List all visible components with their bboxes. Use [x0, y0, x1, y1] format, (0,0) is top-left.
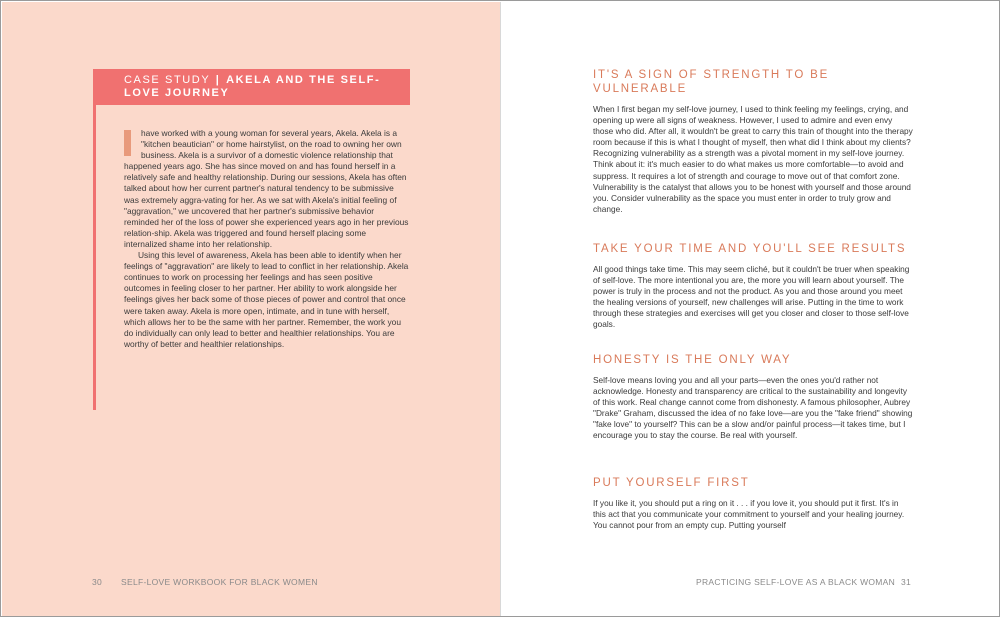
section-heading: HONESTY IS THE ONLY WAY — [593, 354, 792, 366]
section-body: Self-love means loving you and all your parts—even the ones you'd rather not acknowledge. Honesty and transparency are critical to the sustainability and longevity of this work. Real change cannot come from dishonesty. A famous philosopher, Aubrey "Drake" Graham, discussed the idea of no fake love—are you the "fake friend" showing "fake love" to yourself? This can be a slow and/or painful process—it takes time, but I encourage you to stay the course. Be real with yourself. — [593, 375, 913, 441]
case-study-rule — [93, 105, 96, 410]
section-body: When I first began my self-love journey, I used to think feeling my feelings, crying, and opening up were all signs of weakness. However, I used to admire and even envy those who did. After all, it wouldn't be great to carry this train of thought into the therapy room because if this is what I thought of myself, then what did I think about my clients? Recognizing vulnerability as a strength was a pivotal moment in my self-love journey. Think about it: it's much easier to do what makes us more comfortable—to avoid and suppress. It requires a lot of strength and courage to move out of that comfort zone. Vulnerability is the catalyst that allows you to be honest with yourself and those around you. Consider vulnerability as the space you must enter in order to truly grow and change. — [593, 104, 913, 214]
case-study-label: CASE STUDY — [124, 74, 211, 86]
section-put-yourself-first — [593, 476, 913, 531]
right-running-head: PRACTICING SELF-LOVE AS A BLACK WOMAN — [696, 577, 896, 587]
case-study-paragraph-1 — [124, 128, 409, 250]
banner-separator: | — [215, 74, 221, 86]
case-study-body — [124, 128, 409, 350]
section-heading: PUT YOURSELF FIRST — [593, 477, 750, 489]
section-body: All good things take time. This may seem cliché, but it couldn't be truer when speaking of self-love. The more intentional you are, the more you will learn about yourself. The power is truly in the process and not the product. As you and those around you meet the healing versions of yourself, new challenges will arise. Putting in the time to work through these strategies and exercises will get you closer and closer to those self-love goals. — [593, 264, 910, 330]
left-page — [2, 2, 500, 617]
section-take-your-time — [593, 242, 913, 331]
right-page-number: 31 — [901, 577, 912, 587]
case-study-title: AKELA AND THE SELF-LOVE JOURNEY — [124, 74, 381, 99]
left-running-head: SELF-LOVE WORKBOOK FOR BLACK WOMEN — [121, 577, 318, 587]
section-body: If you like it, you should put a ring on it . . . if you love it, you should put it first. It's in this act that you communicate your commitment to yourself and your healing journey. You cannot pour from an empty cup. Putting yourself — [593, 498, 905, 531]
section-heading: TAKE YOUR TIME AND YOU'LL SEE RESULTS — [593, 243, 907, 255]
case-study-banner — [93, 69, 410, 105]
right-page — [500, 2, 1000, 617]
drop-cap-mark — [124, 130, 131, 156]
section-honesty — [593, 353, 913, 442]
case-study-paragraph-1-text: have worked with a young woman for several years, Akela. Akela is a "kitchen beautician" or home hairstylist, on the road to owning her own business. Akela is a survivor of a domestic violence relationship that happened years ago. She has since moved on and has found herself in a relatively safe and healthy relationship. During our sessions, Akela has often talked about how her current partner's natural tendency to be submissive was extremely aggra-vating for her. As we sat with Akela's initial feeling of "aggravation," we uncovered that her partner's submissive behavior reminded her of the loss of power she experienced years ago in her previous relation-ship. Akela was triggered and found herself placing some internalized shame into her relationship. — [124, 128, 409, 249]
left-page-number: 30 — [92, 577, 103, 587]
section-heading: IT'S A SIGN OF STRENGTH TO BE VULNERABLE — [593, 69, 830, 95]
case-study-paragraph-2: Using this level of awareness, Akela has been able to identify when her feelings of "aggravation" are likely to lead to conflict in her relationship. Akela continues to work on processing her feelings and has seen positive outcomes in feeling closer to her partner. Her ability to work alongside her feelings gives her back some of those pieces of power and control that once were taken away. Akela is more open, intimate, and in tune with herself, which allows her to be the same with her partner. Remember, the work you do individually can only lead to better and healthier relationships. You are worthy of better and healthier relationships. — [124, 250, 409, 349]
section-vulnerable — [593, 68, 913, 215]
